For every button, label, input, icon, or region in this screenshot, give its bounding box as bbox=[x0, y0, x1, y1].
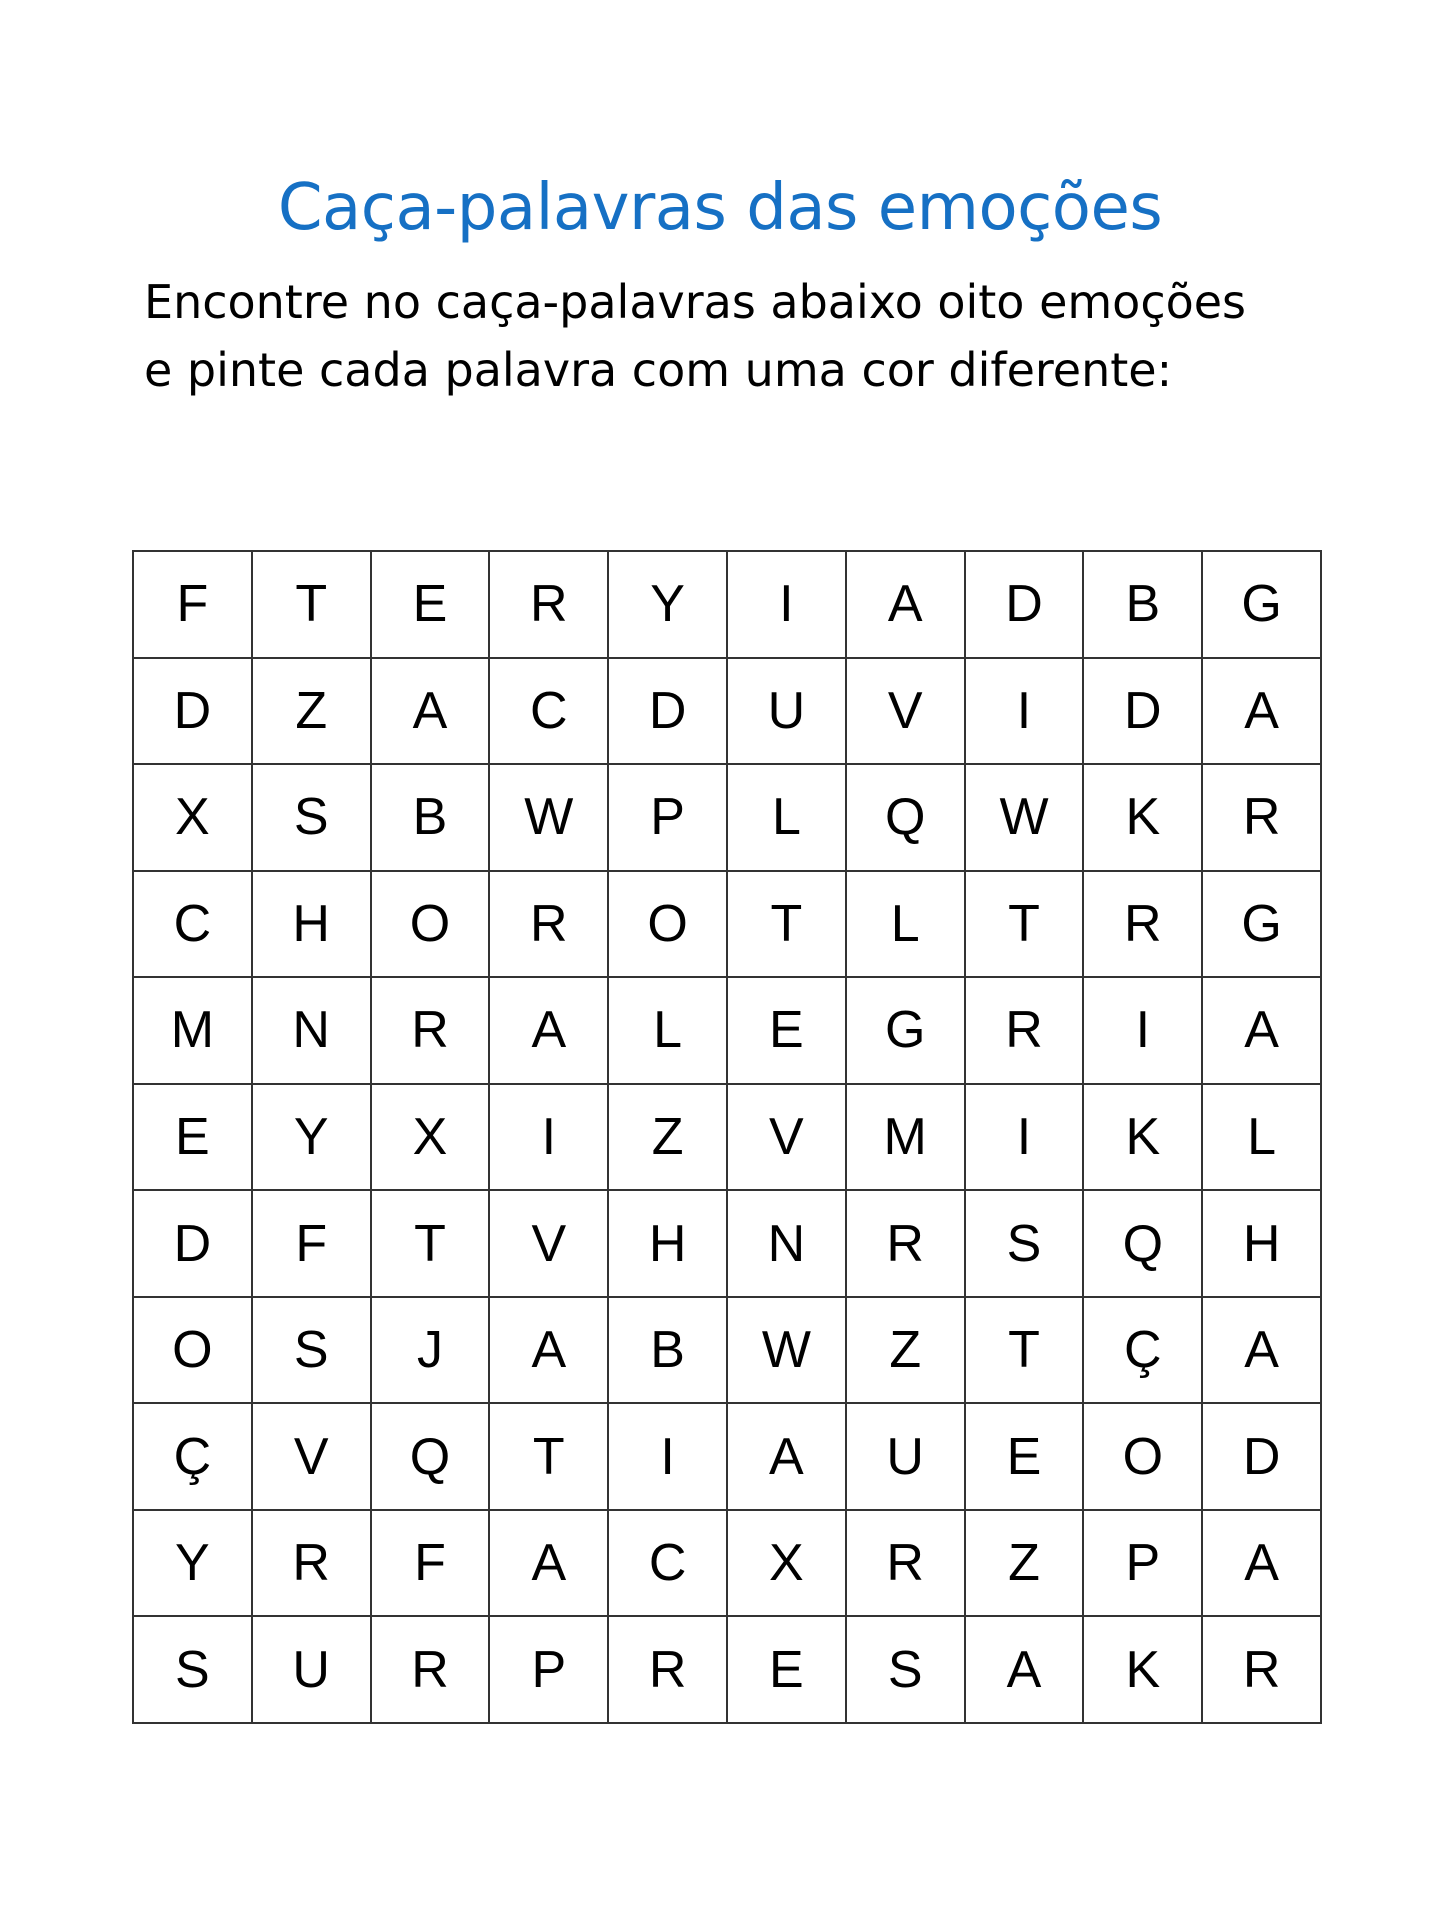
grid-cell: O bbox=[372, 872, 491, 979]
grid-cell: C bbox=[134, 872, 253, 979]
word-search-grid bbox=[132, 550, 1322, 1724]
grid-cell: A bbox=[728, 1404, 847, 1511]
grid-cell: G bbox=[1203, 552, 1322, 659]
grid-cell: A bbox=[490, 1298, 609, 1405]
grid-cell: Z bbox=[847, 1298, 966, 1405]
grid-cell: U bbox=[847, 1404, 966, 1511]
grid-cell: A bbox=[490, 978, 609, 1085]
grid-cell: S bbox=[134, 1617, 253, 1724]
grid-cell: Q bbox=[847, 765, 966, 872]
grid-cell: W bbox=[728, 1298, 847, 1405]
grid-cell: A bbox=[966, 1617, 1085, 1724]
grid-cell: D bbox=[1084, 659, 1203, 766]
instructions-line-2: e pinte cada palavra com uma cor diferente: bbox=[144, 343, 1173, 397]
grid-cell: Z bbox=[609, 1085, 728, 1192]
grid-cell: R bbox=[490, 552, 609, 659]
grid-cell: R bbox=[372, 1617, 491, 1724]
grid-cell: A bbox=[1203, 978, 1322, 1085]
grid-cell: R bbox=[1203, 1617, 1322, 1724]
grid-cell: F bbox=[253, 1191, 372, 1298]
page-title: Caça-palavras das emoções bbox=[277, 171, 1163, 245]
grid-cell: Z bbox=[966, 1511, 1085, 1618]
grid-cell: V bbox=[728, 1085, 847, 1192]
grid-cell: T bbox=[728, 872, 847, 979]
grid-cell: E bbox=[966, 1404, 1085, 1511]
grid-cell: O bbox=[1084, 1404, 1203, 1511]
grid-cell: A bbox=[1203, 1511, 1322, 1618]
grid-cell: W bbox=[966, 765, 1085, 872]
grid-cell: X bbox=[372, 1085, 491, 1192]
grid-cell: T bbox=[490, 1404, 609, 1511]
grid-cell: K bbox=[1084, 765, 1203, 872]
grid-cell: A bbox=[1203, 1298, 1322, 1405]
grid-cell: Q bbox=[1084, 1191, 1203, 1298]
instructions bbox=[144, 268, 1324, 404]
grid-cell: N bbox=[728, 1191, 847, 1298]
grid-cell: V bbox=[253, 1404, 372, 1511]
grid-cell: D bbox=[134, 659, 253, 766]
grid-cell: H bbox=[1203, 1191, 1322, 1298]
grid-cell: Ç bbox=[1084, 1298, 1203, 1405]
grid-cell: R bbox=[1084, 872, 1203, 979]
grid-cell: O bbox=[134, 1298, 253, 1405]
grid-cell: X bbox=[728, 1511, 847, 1618]
grid-cell: A bbox=[490, 1511, 609, 1618]
instructions-line-1: Encontre no caça-palavras abaixo oito emoções bbox=[144, 275, 1247, 329]
grid-cell: W bbox=[490, 765, 609, 872]
grid-cell: S bbox=[253, 765, 372, 872]
grid-cell: S bbox=[253, 1298, 372, 1405]
grid-cell: I bbox=[1084, 978, 1203, 1085]
grid-cell: Y bbox=[134, 1511, 253, 1618]
grid-cell: R bbox=[372, 978, 491, 1085]
grid-cell: L bbox=[847, 872, 966, 979]
grid-cell: B bbox=[372, 765, 491, 872]
grid-cell: S bbox=[847, 1617, 966, 1724]
grid-cell: V bbox=[847, 659, 966, 766]
grid-cell: R bbox=[609, 1617, 728, 1724]
grid-cell: Z bbox=[253, 659, 372, 766]
grid-cell: K bbox=[1084, 1085, 1203, 1192]
grid-cell: T bbox=[966, 872, 1085, 979]
grid-cell: P bbox=[609, 765, 728, 872]
grid-cell: I bbox=[490, 1085, 609, 1192]
grid-cell: E bbox=[728, 1617, 847, 1724]
grid-cell: Y bbox=[609, 552, 728, 659]
grid-cell: H bbox=[609, 1191, 728, 1298]
grid-cell: A bbox=[372, 659, 491, 766]
grid-cell: I bbox=[966, 659, 1085, 766]
grid-cell: D bbox=[1203, 1404, 1322, 1511]
grid-cell: P bbox=[490, 1617, 609, 1724]
grid-cell: L bbox=[728, 765, 847, 872]
grid-cell: N bbox=[253, 978, 372, 1085]
grid-cell: P bbox=[1084, 1511, 1203, 1618]
grid-cell: B bbox=[1084, 552, 1203, 659]
grid-cell: H bbox=[253, 872, 372, 979]
grid-cell: V bbox=[490, 1191, 609, 1298]
grid-cell: F bbox=[134, 552, 253, 659]
grid-cell: E bbox=[134, 1085, 253, 1192]
grid-cell: Y bbox=[253, 1085, 372, 1192]
grid-cell: D bbox=[966, 552, 1085, 659]
grid-cell: F bbox=[372, 1511, 491, 1618]
grid-cell: I bbox=[609, 1404, 728, 1511]
grid-cell: D bbox=[134, 1191, 253, 1298]
grid-cell: R bbox=[253, 1511, 372, 1618]
grid-cell: J bbox=[372, 1298, 491, 1405]
grid-cell: T bbox=[372, 1191, 491, 1298]
grid-cell: L bbox=[1203, 1085, 1322, 1192]
grid-cell: T bbox=[253, 552, 372, 659]
grid-cell: R bbox=[847, 1511, 966, 1618]
grid-cell: R bbox=[847, 1191, 966, 1298]
grid-cell: C bbox=[490, 659, 609, 766]
grid-cell: S bbox=[966, 1191, 1085, 1298]
grid-cell: C bbox=[609, 1511, 728, 1618]
grid-cell: U bbox=[253, 1617, 372, 1724]
grid-cell: E bbox=[372, 552, 491, 659]
grid-cell: R bbox=[966, 978, 1085, 1085]
grid-cell: X bbox=[134, 765, 253, 872]
grid-cell: M bbox=[847, 1085, 966, 1192]
grid-cell: Ç bbox=[134, 1404, 253, 1511]
grid-cell: I bbox=[728, 552, 847, 659]
grid-cell: I bbox=[966, 1085, 1085, 1192]
grid-cell: U bbox=[728, 659, 847, 766]
grid-cell: D bbox=[609, 659, 728, 766]
grid-cell: R bbox=[490, 872, 609, 979]
grid-cell: A bbox=[847, 552, 966, 659]
grid-cell: E bbox=[728, 978, 847, 1085]
grid-cell: O bbox=[609, 872, 728, 979]
grid-cell: G bbox=[847, 978, 966, 1085]
grid-cell: M bbox=[134, 978, 253, 1085]
grid-cell: G bbox=[1203, 872, 1322, 979]
grid-cell: B bbox=[609, 1298, 728, 1405]
grid-cell: L bbox=[609, 978, 728, 1085]
grid-cell: Q bbox=[372, 1404, 491, 1511]
grid-cell: R bbox=[1203, 765, 1322, 872]
grid-cell: K bbox=[1084, 1617, 1203, 1724]
grid-cell: A bbox=[1203, 659, 1322, 766]
grid-cell: T bbox=[966, 1298, 1085, 1405]
